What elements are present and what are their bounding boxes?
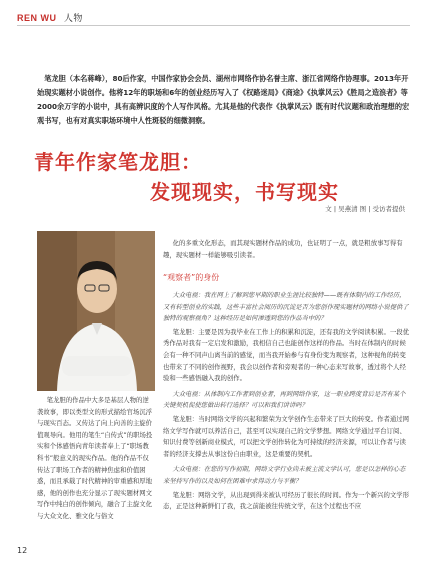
article-title-line-1: 青年作家笔龙胆：	[34, 150, 202, 174]
interview-qa	[163, 290, 410, 513]
section-tag-chinese: 人物	[63, 14, 83, 24]
page-number: 12	[17, 546, 28, 555]
article-title-line-2: 发现现实，书写现实	[150, 180, 339, 204]
right-column-opening: 化的多重文化形态，而其现实题材作品的成功，也证明了一点，就是粗放事写得有趣，现实题材一样能够吸引读者。	[163, 239, 403, 259]
author-credit: 文 | 吴燕清 图 | 受访者提供	[325, 205, 405, 213]
section-tag-english: REN WU	[17, 13, 57, 23]
interview-question: 大众电视：我在网上了解到您早期的职业生涯比较独特——既有体制内的工作经历，又有转型创业的实践，这些丰富社会阅历的沉淀是否为您创作现实题材的网络小说提供了独特的观察视角？这种经历是如何渗透到您的作品当中的？	[163, 292, 409, 323]
intro-paragraph: 笔龙胆（本名蒋峰），80后作家，中国作家协会会员、湖州市网络作协名誉主席、浙江省网络作协理事。2013年开始现实题材小说创作。他将12年的职场和6年的创业经历写入了《权路迷局》《商途》《执掌风云》《胜局之造浪者》等2000余万字的小说中，具有高辨识度的个人写作风格。尤其是他的代表作《执掌风云》既有时代议题和政治理想的宏观书写，也有对真实职场环境中人性斑驳的细微洞察。	[37, 74, 410, 125]
header-divider	[17, 25, 410, 26]
interview-answer: 笔龙胆：主要是因为我毕业在工作上的积累和沉淀，还有我的文学阅读积累。一段优秀作品对我有一定启发和激励，我相信自己也能创作这样的作品。当时在体制内的时候会有一种不同声山离当前的感觉，而当我开始参与有身份变为观察者，这种视角的转变也带来了不同的创作视野，我会以创作者和旁观者的一种心态来写故事，透过将个人经验和一些感悟融入我的创作。	[163, 327, 410, 383]
author-portrait-photo	[37, 231, 155, 391]
left-column-text: 笔龙胆的作品中大多是基层人物的逆袭故事，即以类型文的形式描绘官场沉浮与现实百态。又传达了向上向善的主旋价值观导向。他用的笔生“自传式”的职场投实和个体感悟向青年读者奉上了“职场教科书”般意义的现实作品。他的作品不仅传达了职场工作者的精神焦虑和价值困惑，而且承载了时代精神的审重感和厚地感，他的创作也充分显示了现实题材网文写作中纯白的创作倾向，融合了主旋文化与大众文化、雅文化与俗文	[37, 396, 153, 520]
section-subheading: “观察者”的身份	[163, 273, 220, 282]
interview-answer: 笔龙胆：网络文学，从出现到得来被认可经历了很长的时间。作为一个新兴的文学形态，正是这种新鲜们了我，我之前能被往传统文学，在这个过程也不应	[163, 490, 410, 511]
section-tag	[17, 11, 83, 24]
interview-question: 大众电视：从体制内工作者到创业者，再到网络作家，这一职业跨度背后是否有某个关键契机促使您做出转行选择？可以和我们讲讲吗？	[163, 390, 406, 410]
interview-question: 大众电视：在您的写作初期，网络文学行业尚未被主流文学认可，您是以怎样的心态来坚持写作的以及如何在困难中求得动力与平衡？	[163, 466, 406, 485]
interview-answer: 笔龙胆：当时网络文学的兴起和繁荣为文学创作生态带来了巨大的转变。作者通过网络文学写作就可以养活自己，甚至可以实现自己的文学梦想。网络文学通过平台订阅、知识付费等创新商业模式，可以把文学创作转化为可持续的经济来源，可以让作者与读者的经济支撑去从事这份自由职业，这是重要的契机。	[163, 414, 410, 458]
